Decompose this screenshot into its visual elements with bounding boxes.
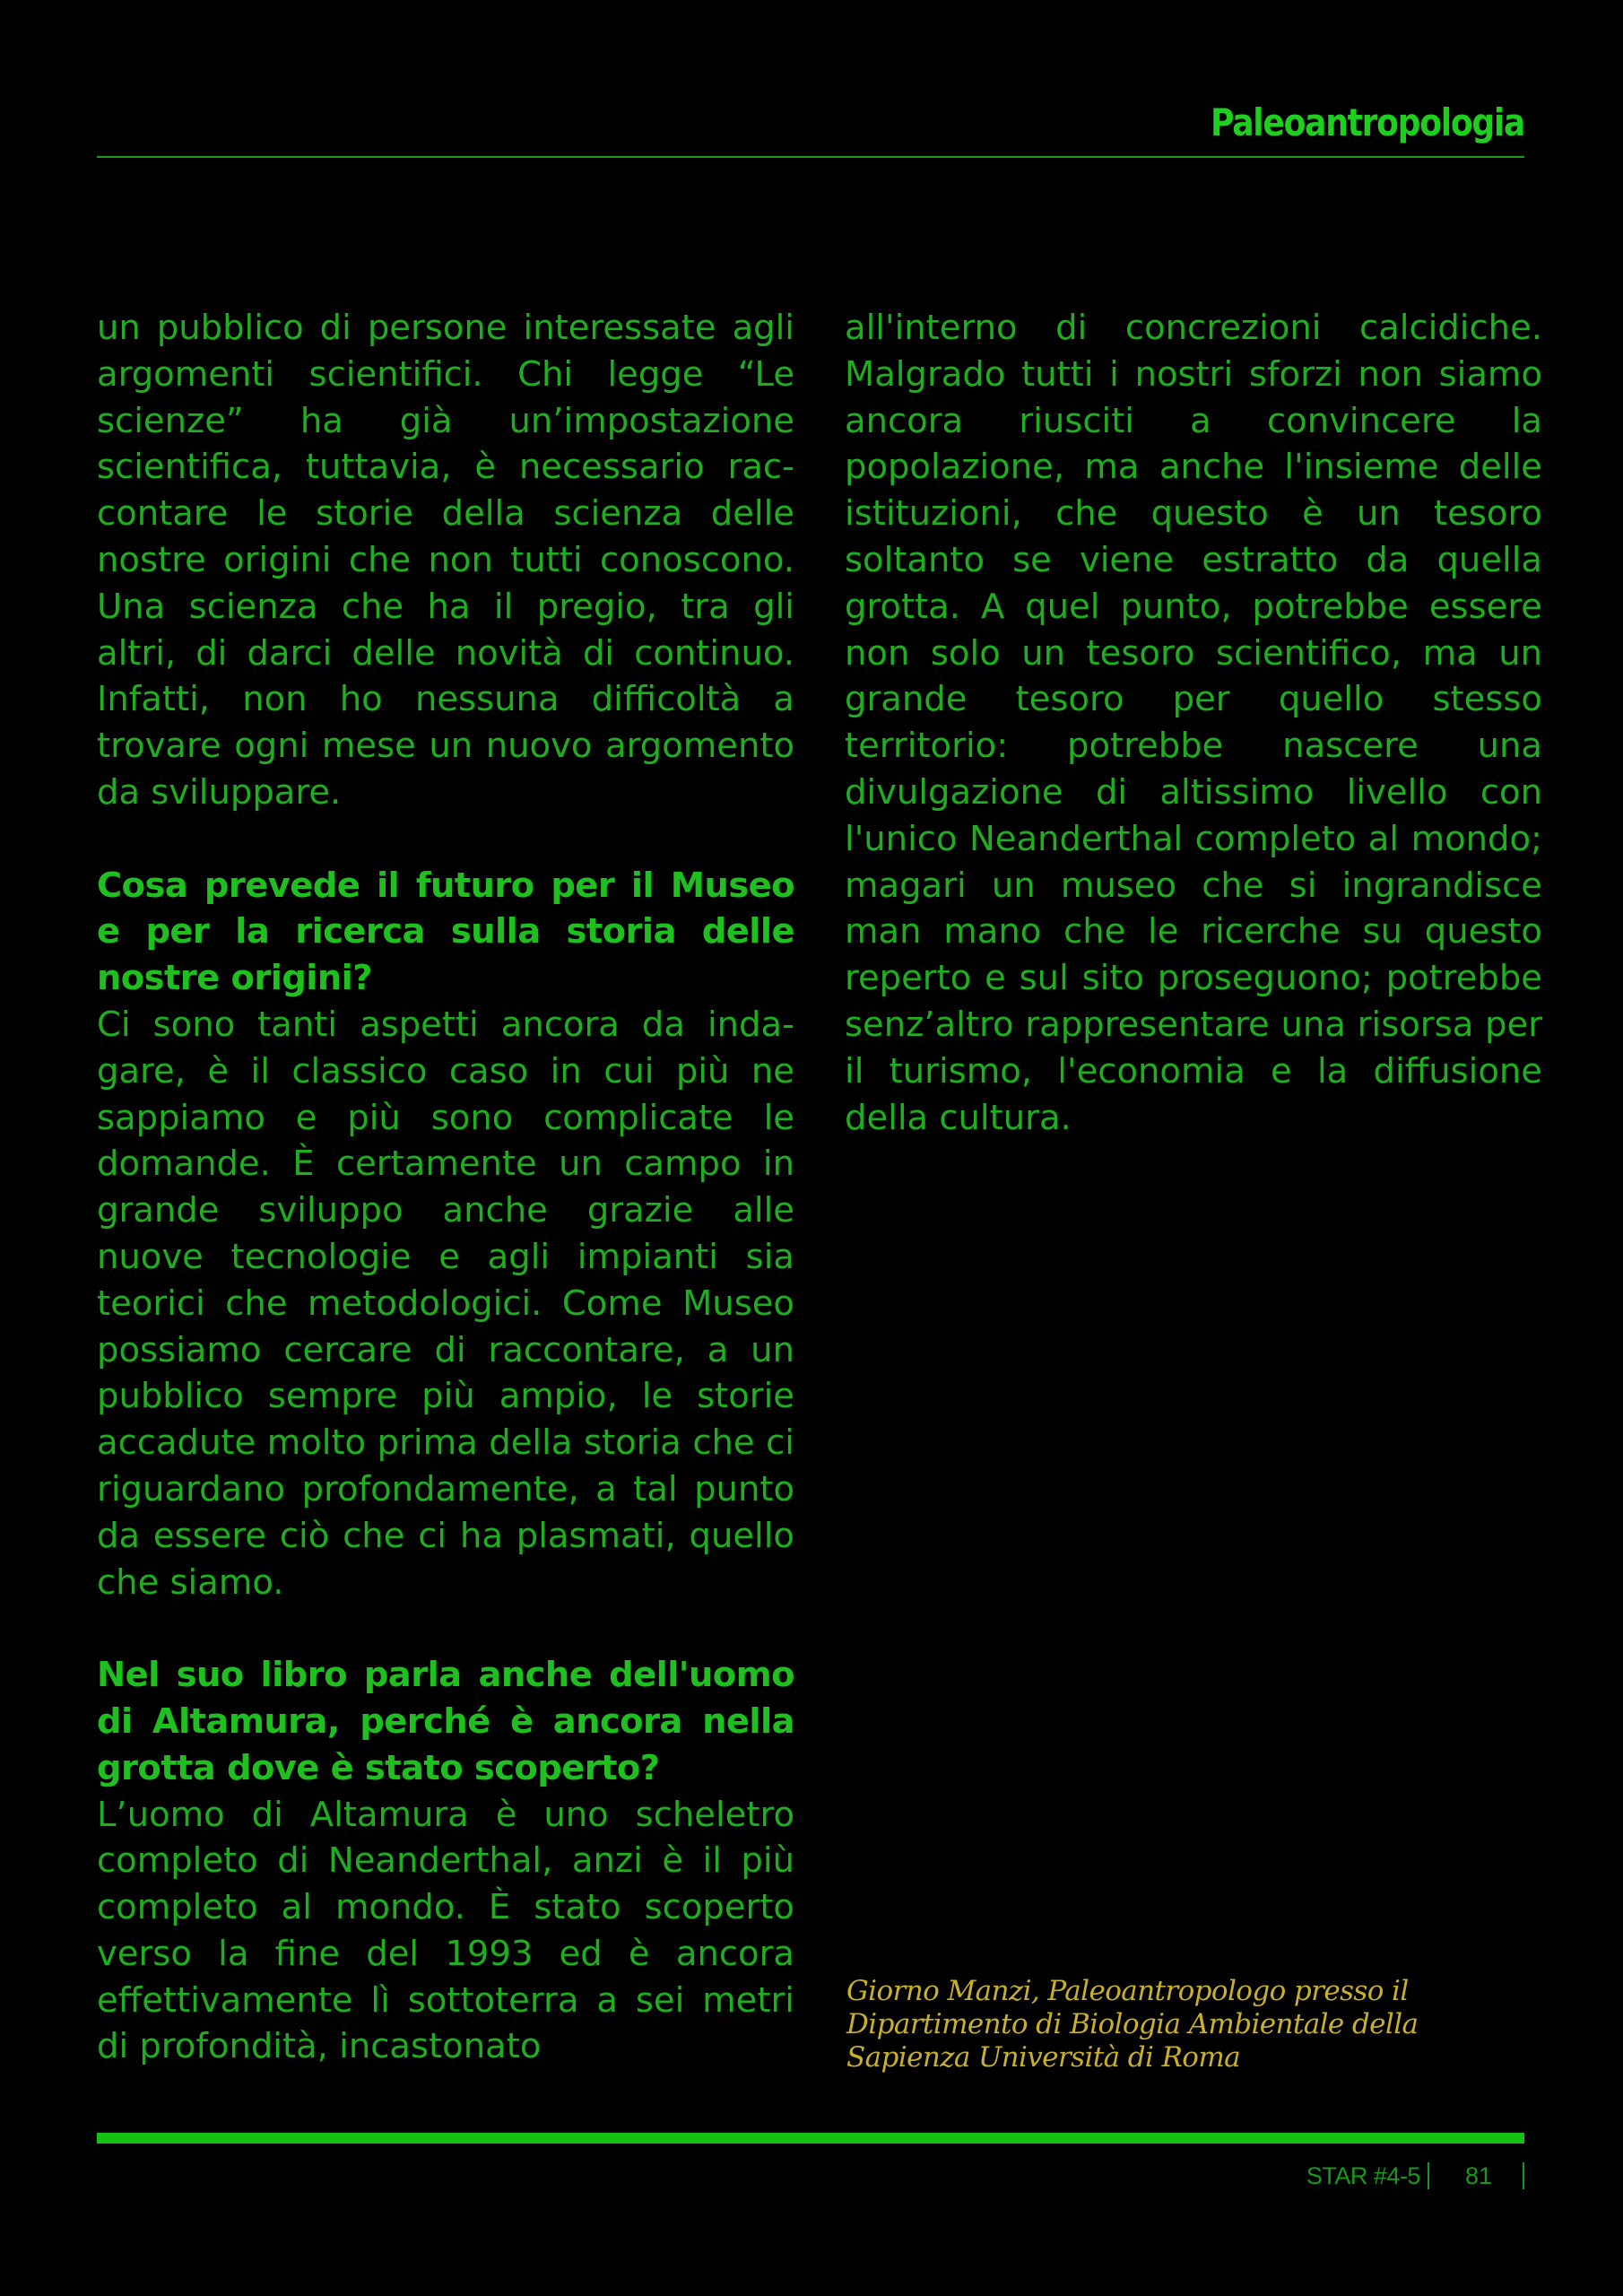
paragraph: Ci sono tanti aspetti ancora da indagare, è il classico caso in cui più ne sappiamo e più sono complicate le domande. È certamente un campo in grande sviluppo anche grazie alle nuove tecnologie e agli impianti sia teorici che metodologici. Come Museo possiamo cercare di raccontare, a un pubblico sempre più ampio, le storie accadute molto prima della storia che ci riguardano profondamente, a tal punto da essere ciò che ci ha plasmati, quello che siamo.	[97, 1004, 794, 1603]
magazine-issue: STAR #4-5	[1306, 2161, 1420, 2189]
paragraph: L’uomo di Altamura è uno scheletro completo di Neanderthal, anzi è il più completo al mondo. È stato scoperto verso la fine del 1993 ed è ancora effettivamente lì sottoterra a sei metri di profondità, incastonato	[97, 1794, 794, 2067]
section-title: Paleoantropologia	[1210, 100, 1524, 144]
paragraph: un pubblico di persone interessate agli argomenti scientifici. Chi legge “Le scienze” ha già un’impostazione scientifica, tuttavia, è necessario raccontare le storie della scienza delle nostre origini che non tutti conoscono. Una scienza che ha il pregio, tra gli altri, di darci delle novità di continuo. Infatti, non ho nessuna difficoltà a trovare ogni mese un nuovo argomento da sviluppare.	[97, 308, 794, 813]
header-rule	[97, 156, 1524, 158]
page-footer	[1306, 2158, 1524, 2194]
left-column	[97, 305, 794, 2070]
photo-caption: Giorno Manzi, Paleoantropologo presso il Dipartimento di Biologia Ambientale della Sapienza Università di Roma	[846, 1975, 1419, 2074]
paragraph: all'interno di concrezioni calcidiche. Malgrado tutti i nostri sforzi non siamo ancora riusciti a convincere la popolazione, ma anche l'insieme delle istituzioni, che questo è un tesoro soltanto se viene estratto da quella grotta. A quel punto, potrebbe essere non solo un tesoro scientifico, ma un grande tesoro per quello stesso territorio: potrebbe nascere una divulgazione di altissimo livello con l'unico Neanderthal completo al mondo; magari un museo che si ingrandisce man mano che le ricerche su questo reperto e sul sito proseguono; potrebbe senz’altro rappresentare una risorsa per il turismo, l'economia e la diffusione della cultura.	[845, 308, 1542, 1138]
footer-rule	[97, 2133, 1524, 2144]
right-column	[845, 305, 1542, 1141]
footer-divider	[1523, 2162, 1524, 2189]
interview-question: Nel suo libro parla anche dell'uomo di Altamura, perché è ancora nella grotta dove è stato scoperto?	[97, 1655, 794, 1788]
interview-question: Cosa prevede il futuro per il Museo e per la ricerca sulla storia delle nostre origini?	[97, 865, 794, 999]
page-number: 81	[1464, 2161, 1492, 2189]
footer-divider	[1428, 2162, 1429, 2189]
